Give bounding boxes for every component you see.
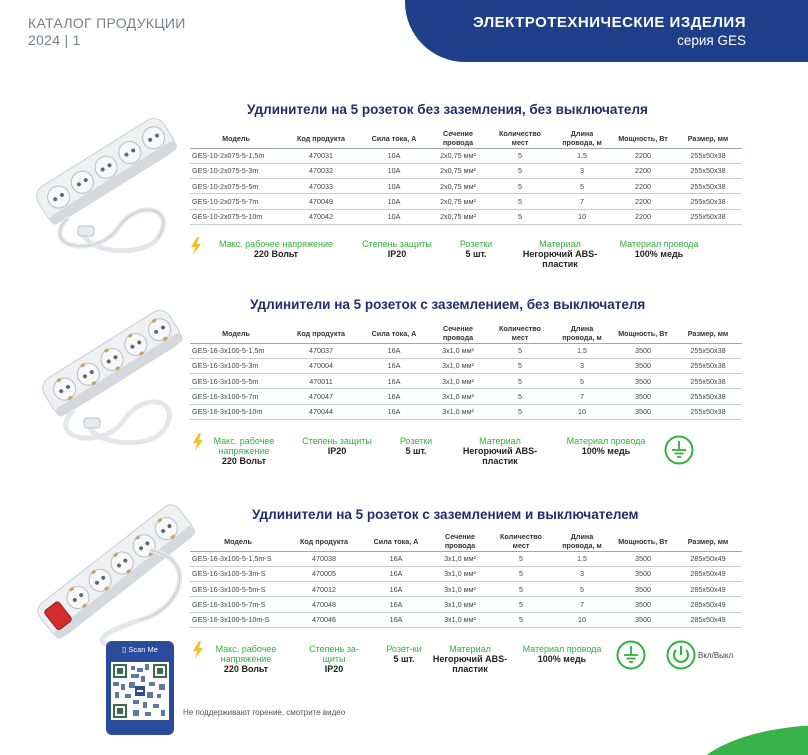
table-cell: 470011	[282, 374, 360, 389]
table-cell: GES-10-2x075-5-3m	[190, 163, 282, 178]
table-cell: 470046	[286, 612, 362, 627]
column-header: Код продукта	[286, 533, 362, 551]
table-cell: 2200	[612, 179, 674, 194]
feature-voltage: Макс. рабочее напряжение 220 Вольт	[215, 644, 277, 674]
column-header: Размер, мм	[674, 533, 742, 551]
table-cell: 2х0,75 мм²	[428, 179, 488, 194]
table-cell: 10	[552, 612, 612, 627]
table-cell: GES-16-3x100-5-10m-S	[190, 612, 286, 627]
column-header: Количество мест	[488, 325, 552, 343]
table-cell: 2х0,75 мм²	[428, 209, 488, 224]
table-row	[190, 163, 742, 178]
spec-table-1	[190, 130, 742, 225]
column-header: Модель	[190, 130, 282, 148]
table-cell: 285x50x49	[674, 597, 742, 612]
table-cell: 5	[488, 179, 552, 194]
table-cell: 3500	[612, 551, 674, 566]
table-cell: GES-10-2x075-5-1,5m	[190, 148, 282, 163]
table-cell: 1,5	[552, 551, 612, 566]
column-header: Модель	[190, 325, 282, 343]
feature-protection: Степень за-щиты IP20	[309, 644, 359, 674]
table-cell: GES-16-3x100-5-7m	[190, 389, 282, 404]
column-header: Длина провода, м	[552, 325, 612, 343]
table-cell: 3500	[612, 343, 674, 358]
table-cell: 3х1,0 мм²	[428, 404, 488, 419]
table-cell: 255x50x38	[674, 179, 742, 194]
table-cell: GES-16-3x100-5-1,5m-S	[190, 551, 286, 566]
table-cell: GES-10-2x075-5-10m	[190, 209, 282, 224]
table-cell: 3х1,0 мм²	[428, 374, 488, 389]
column-header: Размер, мм	[674, 325, 742, 343]
table-cell: 285x50x49	[674, 551, 742, 566]
column-header: Сечение провода	[428, 325, 488, 343]
table-cell: 1,5	[552, 148, 612, 163]
table-cell: GES-16-3x100-5-10m	[190, 404, 282, 419]
table-row	[190, 551, 742, 566]
table-row	[190, 597, 742, 612]
section-2-title: Удлинители на 5 розеток с заземлением, без выключателя	[250, 297, 646, 312]
table-row	[190, 582, 742, 597]
table-row	[190, 148, 742, 163]
table-cell: 255x50x38	[674, 389, 742, 404]
catalog-heading	[28, 15, 186, 49]
table-cell: 2200	[612, 163, 674, 178]
column-header: Код продукта	[282, 325, 360, 343]
table-cell: GES-16-3x100-5-5m-S	[190, 582, 286, 597]
power-strip-image-3	[30, 500, 200, 650]
table-row	[190, 612, 742, 627]
table-cell: 10А	[360, 163, 428, 178]
table-cell: 470044	[282, 404, 360, 419]
table-row	[190, 374, 742, 389]
table-cell: 255x50x38	[674, 404, 742, 419]
table-cell: 10	[552, 209, 612, 224]
table-cell: 5	[488, 194, 552, 209]
table-cell: 470038	[286, 551, 362, 566]
table-cell: 470031	[282, 148, 360, 163]
power-strip-image-2	[34, 300, 194, 450]
table-cell: 470012	[286, 582, 362, 597]
table-cell: 5	[488, 404, 552, 419]
column-header: Модель	[190, 533, 286, 551]
table-cell: 470004	[282, 358, 360, 373]
table-cell: 3	[552, 566, 612, 581]
table-cell: 470047	[282, 389, 360, 404]
table-cell: 3х1,0 мм²	[428, 389, 488, 404]
table-cell: 470048	[286, 597, 362, 612]
feature-protection: Степень защиты IP20	[302, 436, 372, 456]
column-header: Мощность, Вт	[612, 533, 674, 551]
table-cell: 470042	[282, 209, 360, 224]
table-row	[190, 566, 742, 581]
grounding-icon	[664, 435, 694, 465]
footer-accent	[688, 725, 808, 755]
table-cell: 255x50x38	[674, 374, 742, 389]
column-header: Длина провода, м	[552, 130, 612, 148]
table-cell: 2х0,75 мм²	[428, 194, 488, 209]
table-cell: 16А	[360, 343, 428, 358]
table-cell: 5	[552, 374, 612, 389]
table-cell: 16А	[360, 358, 428, 373]
scan-me-label: ▯ Scan Me	[122, 645, 158, 654]
table-row	[190, 343, 742, 358]
lightning-icon	[192, 641, 204, 659]
table-row	[190, 389, 742, 404]
catalog-title: КАТАЛОГ ПРОДУКЦИИ	[28, 15, 186, 31]
lightning-icon	[192, 433, 204, 451]
feature-sockets: Розетки 5 шт.	[459, 239, 493, 259]
qr-card[interactable]	[106, 641, 174, 735]
table-cell: 3500	[612, 582, 674, 597]
category-heading	[473, 14, 746, 50]
table-cell: GES-16-3x100-5-3m	[190, 358, 282, 373]
feature-wire-material: Материал провода 100% медь	[522, 644, 602, 664]
table-cell: GES-16-3x100-5-1,5m	[190, 343, 282, 358]
table-cell: 2х0,75 мм²	[428, 148, 488, 163]
table-cell: 16А	[360, 404, 428, 419]
table-row	[190, 209, 742, 224]
table-cell: 16А	[362, 566, 430, 581]
category-series: серия GES	[677, 33, 746, 48]
table-cell: 3500	[612, 597, 674, 612]
table-header-row	[190, 130, 742, 148]
table-cell: 10А	[360, 148, 428, 163]
column-header: Сечение провода	[430, 533, 490, 551]
category-title: ЭЛЕКТРОТЕХНИЧЕСКИЕ ИЗДЕЛИЯ	[472, 14, 746, 31]
feature-material: Материал Негорючий ABS-пластик	[432, 644, 508, 674]
table-cell: 470005	[286, 566, 362, 581]
qr-code[interactable]	[111, 662, 169, 720]
column-header: Сила тока, А	[362, 533, 430, 551]
table-cell: 5	[552, 582, 612, 597]
table-row	[190, 179, 742, 194]
table-cell: 10А	[360, 179, 428, 194]
feature-voltage: Макс. рабочее напряжение 220 Вольт	[213, 436, 275, 466]
feature-material: Материал Негорючий ABS-пластик	[522, 239, 598, 269]
table-cell: 7	[552, 194, 612, 209]
catalog-issue: 2024 | 1	[28, 32, 81, 48]
table-cell: 16А	[362, 551, 430, 566]
table-cell: GES-10-2x075-5-5m	[190, 179, 282, 194]
table-header-row	[190, 533, 742, 551]
lightning-icon	[190, 237, 202, 255]
column-header: Сечение провода	[428, 130, 488, 148]
table-cell: 16А	[362, 612, 430, 627]
table-cell: 5	[488, 343, 552, 358]
table-row	[190, 358, 742, 373]
spec-table-3	[190, 533, 742, 628]
fire-resistance-note: Не поддерживают горение, смотрите видео	[183, 708, 346, 717]
table-cell: 16А	[360, 389, 428, 404]
table-cell: 3500	[612, 358, 674, 373]
feature-wire-material: Материал провода 100% медь	[566, 436, 646, 456]
table-cell: 255x50x38	[674, 194, 742, 209]
column-header: Сила тока, А	[360, 325, 428, 343]
table-cell: 3х1,0 мм²	[430, 566, 490, 581]
table-header-row	[190, 325, 742, 343]
table-cell: 470032	[282, 163, 360, 178]
feature-material: Материал Негорючий ABS-пластик	[462, 436, 538, 466]
table-cell: 16А	[360, 374, 428, 389]
table-cell: GES-16-3x100-5-3m-S	[190, 566, 286, 581]
table-cell: 3	[552, 358, 612, 373]
table-cell: GES-16-3x100-5-7m-S	[190, 597, 286, 612]
table-cell: 3500	[612, 404, 674, 419]
table-cell: 7	[552, 389, 612, 404]
column-header: Мощность, Вт	[612, 325, 674, 343]
table-cell: 470033	[282, 179, 360, 194]
table-body	[190, 551, 742, 627]
table-cell: 5	[490, 566, 552, 581]
table-cell: 16А	[362, 582, 430, 597]
table-cell: 255x50x38	[674, 358, 742, 373]
column-header: Длина провода, м	[552, 533, 612, 551]
table-cell: 285x50x49	[674, 612, 742, 627]
table-cell: 5	[488, 358, 552, 373]
feature-wire-material: Материал провода 100% медь	[619, 239, 699, 259]
table-body	[190, 148, 742, 224]
grounding-icon	[616, 640, 646, 670]
table-cell: 5	[488, 389, 552, 404]
section-3-title: Удлинители на 5 розеток с заземлением и выключателем	[252, 507, 639, 522]
table-cell: 3х1,0 мм²	[430, 597, 490, 612]
table-cell: 10А	[360, 194, 428, 209]
table-cell: 3х1,0 мм²	[430, 551, 490, 566]
spec-table-2	[190, 325, 742, 420]
table-cell: 2200	[612, 194, 674, 209]
table-cell: 3х1,0 мм²	[428, 358, 488, 373]
table-cell: 5	[490, 582, 552, 597]
feature-voltage: Макс. рабочее напряжение 220 Вольт	[219, 239, 333, 259]
column-header: Мощность, Вт	[612, 130, 674, 148]
table-cell: 5	[488, 209, 552, 224]
table-cell: 7	[552, 597, 612, 612]
power-switch-icon	[666, 640, 696, 670]
table-cell: 3х1,0 мм²	[430, 612, 490, 627]
table-cell: 1,5	[552, 343, 612, 358]
column-header: Код продукта	[282, 130, 360, 148]
table-cell: GES-16-3x100-5-5m	[190, 374, 282, 389]
column-header: Размер, мм	[674, 130, 742, 148]
table-cell: 5	[552, 179, 612, 194]
table-cell: 5	[490, 612, 552, 627]
feature-protection: Степень защиты IP20	[362, 239, 432, 259]
table-cell: 5	[488, 163, 552, 178]
table-cell: GES-10-2x075-5-7m	[190, 194, 282, 209]
table-cell: 470049	[282, 194, 360, 209]
power-strip-image-1	[28, 108, 188, 258]
table-cell: 3х1,0 мм²	[428, 343, 488, 358]
table-cell: 16А	[362, 597, 430, 612]
table-cell: 3500	[612, 612, 674, 627]
table-row	[190, 404, 742, 419]
table-cell: 2х0,75 мм²	[428, 163, 488, 178]
table-body	[190, 343, 742, 419]
table-cell: 3500	[612, 374, 674, 389]
table-cell: 2200	[612, 209, 674, 224]
column-header: Количество мест	[490, 533, 552, 551]
column-header: Количество мест	[488, 130, 552, 148]
table-cell: 255x50x38	[674, 148, 742, 163]
table-cell: 285x50x49	[674, 582, 742, 597]
column-header: Сила тока, А	[360, 130, 428, 148]
table-cell: 255x50x38	[674, 343, 742, 358]
table-cell: 10	[552, 404, 612, 419]
table-cell: 5	[490, 551, 552, 566]
switch-label: Вкл/Выкл	[698, 651, 734, 660]
table-cell: 3	[552, 163, 612, 178]
phone-icon: ▯	[122, 645, 127, 654]
table-cell: 285x50x49	[674, 566, 742, 581]
table-cell: 5	[488, 374, 552, 389]
feature-sockets: Розет-ки 5 шт.	[386, 644, 422, 664]
feature-sockets: Розетки 5 шт.	[399, 436, 433, 456]
table-cell: 255x50x38	[674, 163, 742, 178]
table-cell: 255x50x38	[674, 209, 742, 224]
table-cell: 3х1,0 мм²	[430, 582, 490, 597]
table-cell: 3500	[612, 389, 674, 404]
table-cell: 5	[488, 148, 552, 163]
table-cell: 10А	[360, 209, 428, 224]
table-cell: 3500	[612, 566, 674, 581]
table-row	[190, 194, 742, 209]
table-cell: 470037	[282, 343, 360, 358]
table-cell: 5	[490, 597, 552, 612]
table-cell: 2200	[612, 148, 674, 163]
section-1-title: Удлинители на 5 розеток без заземления, без выключателя	[247, 102, 648, 117]
